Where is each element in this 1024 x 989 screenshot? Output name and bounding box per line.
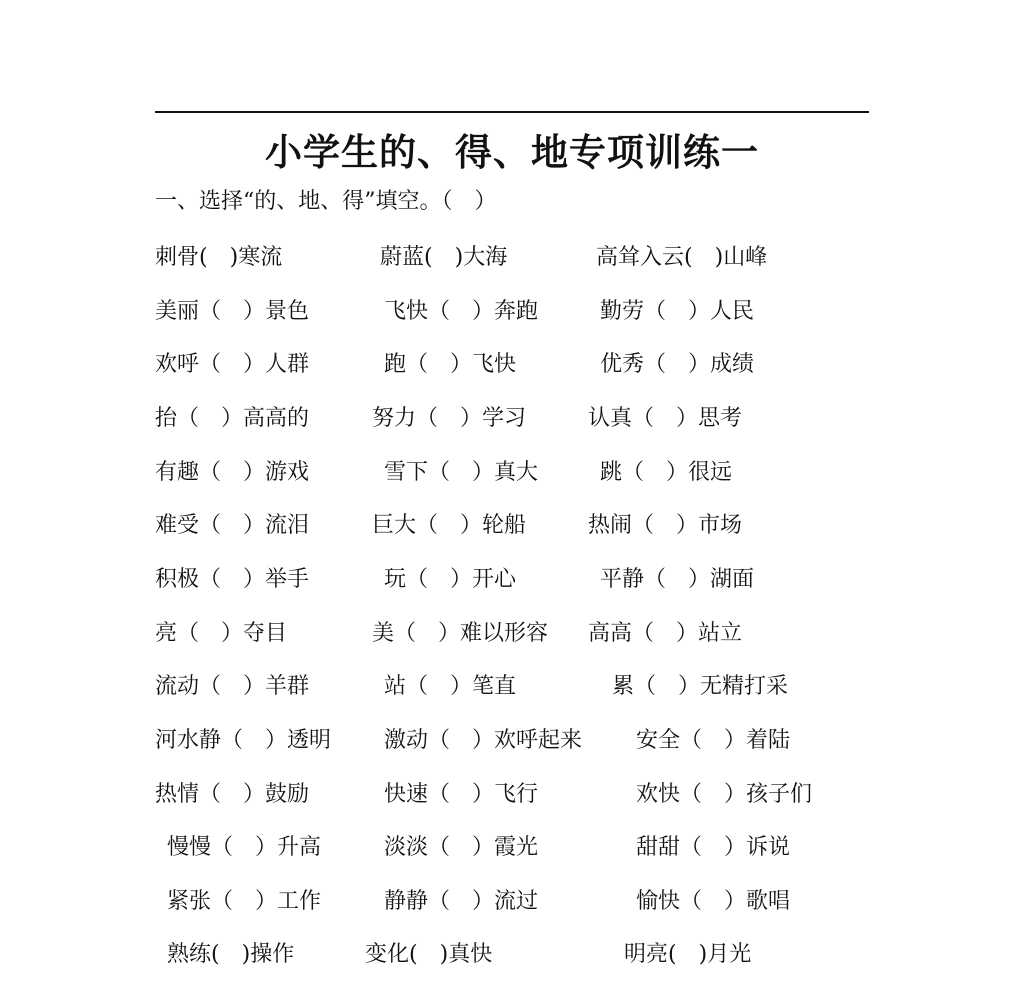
item-prefix: 流动: [155, 674, 200, 699]
item-prefix: 勤劳: [600, 299, 645, 324]
item-suffix: 飞行: [494, 782, 539, 807]
item-prefix: 美: [372, 621, 395, 646]
item-prefix: 静静: [384, 889, 429, 914]
item-prefix: 跳: [600, 460, 623, 485]
answer-blank[interactable]: （ ）: [199, 352, 266, 377]
item-suffix: 诉说: [746, 835, 791, 860]
exercise-item: [384, 455, 538, 491]
item-prefix: 玩: [384, 567, 407, 592]
item-suffix: 游戏: [265, 460, 310, 485]
exercise-item: [384, 884, 538, 920]
exercise-row: [0, 830, 1024, 866]
exercise-row: [0, 777, 1024, 813]
answer-blank[interactable]: （ ）: [211, 889, 278, 914]
answer-blank[interactable]: （ ）: [428, 782, 495, 807]
answer-blank[interactable]: （ ）: [177, 621, 244, 646]
item-suffix: 夺目: [243, 621, 288, 646]
exercise-item: [612, 669, 788, 705]
item-prefix: 美丽: [155, 299, 200, 324]
answer-blank[interactable]: （ ）: [680, 728, 747, 753]
item-prefix: 努力: [372, 406, 417, 431]
item-suffix: 流过: [494, 889, 539, 914]
item-suffix: 高高的: [243, 406, 310, 431]
item-prefix: 慢慢: [167, 835, 212, 860]
exercise-row: [0, 884, 1024, 920]
answer-blank[interactable]: （ ）: [406, 674, 473, 699]
item-suffix: 举手: [265, 567, 310, 592]
item-prefix: 优秀: [600, 352, 645, 377]
exercise-row: [0, 455, 1024, 491]
item-prefix: 甜甜: [636, 835, 681, 860]
item-suffix: 难以形容: [460, 621, 549, 646]
item-prefix: 雪下: [384, 460, 429, 485]
item-prefix: 淡淡: [384, 835, 429, 860]
exercise-row: [0, 401, 1024, 437]
exercise-item: [155, 401, 309, 437]
item-suffix: 真大: [494, 460, 539, 485]
exercise-item: [155, 777, 309, 813]
item-suffix: 开心: [472, 567, 517, 592]
exercise-row: [0, 937, 1024, 973]
answer-blank[interactable]: ( ): [409, 942, 449, 967]
exercise-item: [167, 830, 321, 866]
instruction-text: 一、选择“的、地、得”填空。（ ）: [155, 189, 497, 214]
item-suffix: 寒流: [238, 245, 283, 270]
item-prefix: 热闹: [588, 513, 633, 538]
exercise-item: [155, 347, 309, 383]
item-suffix: 湖面: [710, 567, 755, 592]
item-suffix: 欢呼起来: [494, 728, 583, 753]
item-prefix: 平静: [600, 567, 645, 592]
item-suffix: 真快: [448, 942, 493, 967]
answer-blank[interactable]: （ ）: [622, 460, 689, 485]
item-suffix: 奔跑: [494, 299, 539, 324]
item-suffix: 着陆: [746, 728, 791, 753]
exercise-row: [0, 723, 1024, 759]
answer-blank[interactable]: （ ）: [680, 889, 747, 914]
exercise-item: [384, 347, 516, 383]
exercise-item: [155, 723, 331, 759]
item-prefix: 紧张: [167, 889, 212, 914]
item-suffix: 透明: [287, 728, 332, 753]
exercise-item: [600, 455, 732, 491]
exercise-item: [588, 616, 742, 652]
item-suffix: 市场: [698, 513, 743, 538]
exercise-item: [155, 240, 282, 276]
answer-blank[interactable]: （ ）: [416, 406, 483, 431]
item-suffix: 鼓励: [265, 782, 310, 807]
item-suffix: 很远: [688, 460, 733, 485]
item-prefix: 亮: [155, 621, 178, 646]
exercise-item: [384, 723, 582, 759]
answer-blank[interactable]: （ ）: [632, 406, 699, 431]
item-prefix: 飞快: [384, 299, 429, 324]
item-prefix: 变化: [365, 942, 410, 967]
exercise-item: [155, 616, 287, 652]
item-prefix: 巨大: [372, 513, 417, 538]
answer-blank[interactable]: （ ）: [221, 728, 288, 753]
answer-blank[interactable]: （ ）: [680, 835, 747, 860]
item-suffix: 景色: [265, 299, 310, 324]
item-prefix: 欢快: [636, 782, 681, 807]
item-prefix: 河水静: [155, 728, 222, 753]
answer-blank[interactable]: （ ）: [199, 567, 266, 592]
answer-blank[interactable]: ( ): [199, 245, 239, 270]
answer-blank[interactable]: （ ）: [199, 513, 266, 538]
exercise-item: [155, 669, 309, 705]
item-suffix: 学习: [482, 406, 527, 431]
exercise-item: [588, 401, 742, 437]
item-prefix: 明亮: [624, 942, 669, 967]
answer-blank[interactable]: （ ）: [199, 460, 266, 485]
item-prefix: 跑: [384, 352, 407, 377]
exercise-item: [636, 777, 812, 813]
item-prefix: 积极: [155, 567, 200, 592]
item-prefix: 有趣: [155, 460, 200, 485]
exercise-item: [155, 294, 309, 330]
exercise-item: [600, 562, 754, 598]
answer-blank[interactable]: ( ): [668, 942, 708, 967]
exercise-item: [384, 562, 516, 598]
exercise-row: [0, 616, 1024, 652]
item-prefix: 认真: [588, 406, 633, 431]
answer-blank[interactable]: （ ）: [394, 621, 461, 646]
item-suffix: 大海: [463, 245, 508, 270]
exercise-item: [596, 240, 767, 276]
exercise-item: [636, 884, 790, 920]
answer-blank[interactable]: （ ）: [416, 513, 483, 538]
item-prefix: 高高: [588, 621, 633, 646]
answer-blank[interactable]: ( ): [424, 245, 464, 270]
answer-blank[interactable]: （ ）: [428, 299, 495, 324]
page-title: 小学生的、得、地专项训练一: [265, 130, 759, 174]
item-suffix: 霞光: [494, 835, 539, 860]
item-prefix: 高耸入云: [596, 245, 685, 270]
item-suffix: 孩子们: [746, 782, 813, 807]
exercise-row: [0, 240, 1024, 276]
item-suffix: 无精打采: [700, 674, 789, 699]
item-prefix: 快速: [384, 782, 429, 807]
answer-blank[interactable]: （ ）: [632, 513, 699, 538]
answer-blank[interactable]: （ ）: [644, 352, 711, 377]
exercise-item: [588, 508, 742, 544]
item-prefix: 安全: [636, 728, 681, 753]
item-suffix: 操作: [250, 942, 295, 967]
answer-blank[interactable]: （ ）: [428, 460, 495, 485]
exercise-row: [0, 508, 1024, 544]
item-prefix: 愉快: [636, 889, 681, 914]
answer-blank[interactable]: （ ）: [211, 835, 278, 860]
item-prefix: 蔚蓝: [380, 245, 425, 270]
item-prefix: 刺骨: [155, 245, 200, 270]
item-prefix: 激动: [384, 728, 429, 753]
exercise-item: [384, 777, 538, 813]
exercise-item: [636, 830, 790, 866]
exercise-item: [384, 669, 516, 705]
exercise-item: [155, 455, 309, 491]
item-suffix: 笔直: [472, 674, 517, 699]
item-suffix: 工作: [277, 889, 322, 914]
answer-blank[interactable]: （ ）: [644, 567, 711, 592]
item-suffix: 人民: [710, 299, 755, 324]
exercise-item: [365, 937, 492, 973]
item-prefix: 热情: [155, 782, 200, 807]
item-prefix: 抬: [155, 406, 178, 431]
item-suffix: 飞快: [472, 352, 517, 377]
answer-blank[interactable]: （ ）: [199, 674, 266, 699]
item-suffix: 人群: [265, 352, 310, 377]
exercise-item: [167, 937, 294, 973]
exercise-item: [372, 508, 526, 544]
item-prefix: 站: [384, 674, 407, 699]
item-suffix: 流泪: [265, 513, 310, 538]
answer-blank[interactable]: （ ）: [199, 299, 266, 324]
exercise-item: [384, 294, 538, 330]
answer-blank[interactable]: （ ）: [428, 889, 495, 914]
item-suffix: 成绩: [710, 352, 755, 377]
answer-blank[interactable]: （ ）: [644, 299, 711, 324]
answer-blank[interactable]: ( ): [684, 245, 724, 270]
item-prefix: 难受: [155, 513, 200, 538]
answer-blank[interactable]: （ ）: [634, 674, 701, 699]
item-suffix: 月光: [707, 942, 752, 967]
exercise-item: [372, 401, 526, 437]
exercise-item: [600, 347, 754, 383]
item-prefix: 累: [612, 674, 635, 699]
exercise-item: [636, 723, 790, 759]
answer-blank[interactable]: （ ）: [406, 567, 473, 592]
item-suffix: 升高: [277, 835, 322, 860]
answer-blank[interactable]: （ ）: [177, 406, 244, 431]
exercise-row: [0, 669, 1024, 705]
item-suffix: 思考: [698, 406, 743, 431]
exercise-item: [624, 937, 751, 973]
answer-blank[interactable]: （ ）: [428, 835, 495, 860]
exercise-item: [380, 240, 507, 276]
exercise-row: [0, 562, 1024, 598]
item-suffix: 山峰: [723, 245, 768, 270]
exercise-item: [167, 884, 321, 920]
exercise-item: [372, 616, 548, 652]
answer-blank[interactable]: （ ）: [632, 621, 699, 646]
header-rule: [155, 111, 869, 113]
exercise-row: [0, 294, 1024, 330]
answer-blank[interactable]: （ ）: [680, 782, 747, 807]
answer-blank[interactable]: （ ）: [199, 782, 266, 807]
item-suffix: 羊群: [265, 674, 310, 699]
exercise-item: [155, 562, 309, 598]
item-suffix: 歌唱: [746, 889, 791, 914]
exercise-item: [384, 830, 538, 866]
exercise-row: [0, 347, 1024, 383]
item-prefix: 欢呼: [155, 352, 200, 377]
answer-blank[interactable]: （ ）: [428, 728, 495, 753]
exercise-item: [155, 508, 309, 544]
item-suffix: 站立: [698, 621, 743, 646]
item-suffix: 轮船: [482, 513, 527, 538]
item-prefix: 熟练: [167, 942, 212, 967]
answer-blank[interactable]: ( ): [211, 942, 251, 967]
answer-blank[interactable]: （ ）: [406, 352, 473, 377]
exercise-item: [600, 294, 754, 330]
